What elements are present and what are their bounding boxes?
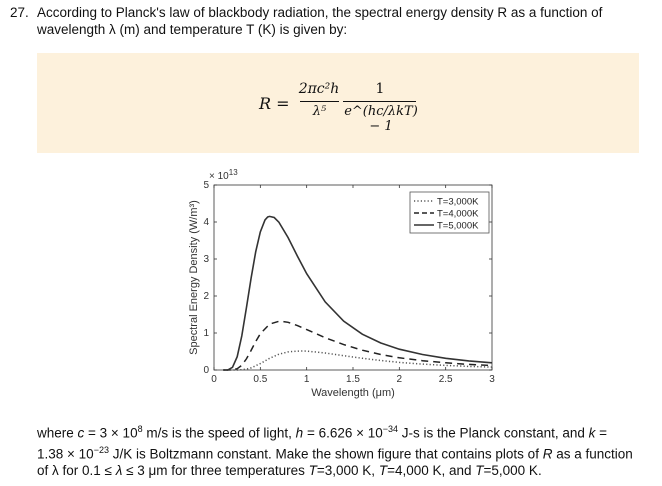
legend	[410, 192, 489, 233]
y-tick-label: 3	[203, 254, 209, 265]
legend-label-1: T=4,000K	[437, 208, 479, 220]
footer-line-1: where $c = 3 \times 10^8$ m/s is the speed of light, $h = 6.626 \times 10^{-34}$ J-s is the Planck constant, and k =	[37, 424, 608, 441]
question-line-2: wavelength λ (m) and temperature T (K) is given by:	[37, 22, 348, 37]
legend-label-0: T=3,000K	[437, 196, 479, 208]
spectral-density-chart	[184, 162, 504, 410]
formula-lhs: R =	[259, 94, 290, 113]
formula-denominator-2: e^(hc/λkT) − 1	[344, 104, 418, 134]
y-exponent-power: 13	[228, 168, 238, 177]
question-line-1: According to Planck's law of blackbody radiation, the spectral energy density R as a function of	[37, 5, 603, 20]
planck-formula	[255, 81, 425, 134]
y-tick-label: 1	[203, 328, 209, 339]
formula-box	[37, 53, 639, 153]
formula-numerator-1: 2πc²h	[298, 81, 340, 97]
x-tick-label: 2.5	[438, 374, 453, 385]
x-axis-label: Wavelength (μm)	[311, 387, 395, 399]
x-tick-label: 2	[396, 374, 403, 385]
x-tick-label: 0.5	[253, 374, 268, 385]
question-text	[37, 4, 647, 38]
x-tick-label: 3	[489, 374, 495, 385]
x-tick-label: 0	[211, 374, 217, 385]
x-tick-label: 1	[303, 374, 310, 385]
y-tick-label: 5	[203, 180, 209, 191]
y-tick-label: 0	[203, 365, 209, 376]
formula-denominator-1: λ⁵	[312, 104, 327, 119]
formula-fraction-bar-1	[300, 101, 339, 102]
footer-line-2: $1.38 \times 10^{-23}$ J/K is Boltzmann constant. Make the shown figure that contains plots of R as a function	[37, 444, 633, 461]
footer-line-3: of λ for 0.1 ≤ λ ≤ 3 μm for three temperatures T=3,000 K, T=4,000 K, and T=5,000 K.	[37, 463, 542, 478]
problem-statement	[37, 421, 647, 479]
y-axis-label: Spectral Energy Density (W/m³)	[188, 200, 200, 355]
question-number: 27.	[10, 5, 29, 20]
y-exponent-label: × $10^{13}$	[209, 168, 238, 182]
legend-label-2: T=5,000K	[437, 220, 479, 232]
y-tick-label: 4	[203, 217, 209, 228]
formula-numerator-2: 1	[375, 81, 385, 97]
formula-fraction-bar-2	[343, 101, 416, 102]
y-tick-label: 2	[203, 291, 209, 302]
x-tick-label: 1.5	[346, 374, 360, 385]
